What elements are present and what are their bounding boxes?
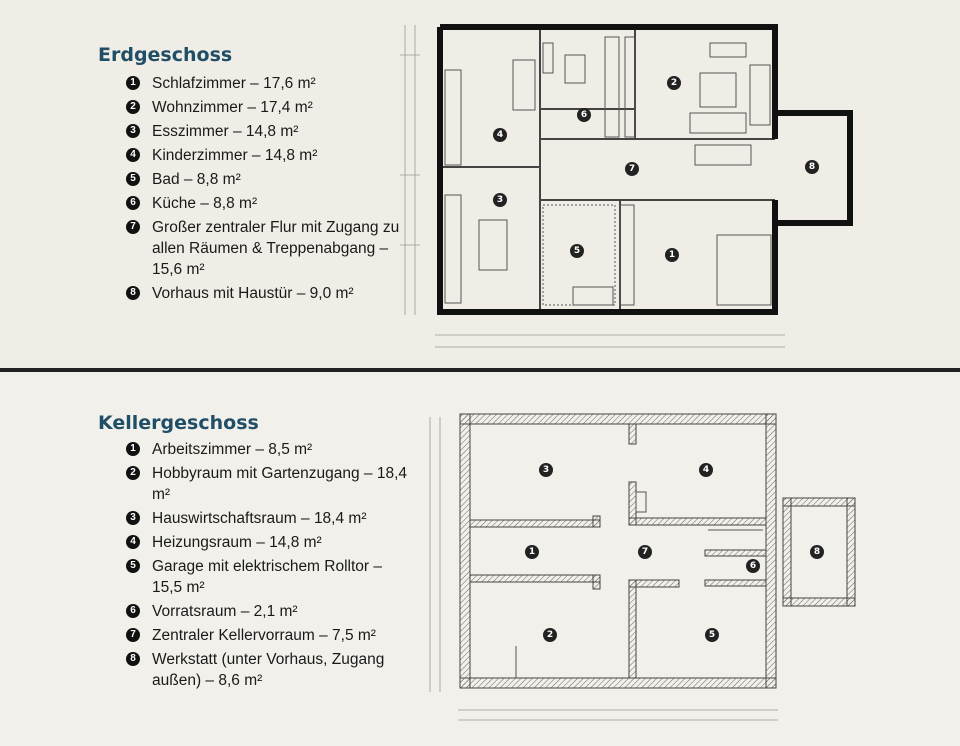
room-label: Küche – 8,8 m²: [152, 195, 258, 212]
number-badge: 6: [126, 604, 140, 618]
number-badge: 3: [126, 124, 140, 138]
room-marker-3: 3: [539, 463, 553, 477]
room-marker-6: 6: [577, 108, 591, 122]
erdgeschoss-floor-plan: [395, 15, 865, 360]
room-label: Heizungsraum – 14,8 m²: [152, 534, 322, 551]
list-item: [126, 532, 416, 553]
room-marker-3: 3: [493, 193, 507, 207]
number-badge: 8: [126, 286, 140, 300]
number-badge: 7: [126, 628, 140, 642]
number-badge: 5: [126, 559, 140, 573]
list-item: [126, 601, 416, 622]
room-marker-6: 6: [746, 559, 760, 573]
list-item: [126, 508, 416, 529]
room-marker-2: 2: [667, 76, 681, 90]
room-label: Hobbyraum mit Gartenzugang – 18,4 m²: [152, 465, 408, 503]
kellergeschoss-room-list: [126, 439, 416, 694]
number-badge: 4: [126, 535, 140, 549]
room-label: Esszimmer – 14,8 m²: [152, 123, 299, 140]
room-label: Wohnzimmer – 17,4 m²: [152, 99, 313, 116]
room-label: Großer zentraler Flur mit Zugang zu allen Räumen & Treppenabgang – 15,6 m²: [152, 219, 400, 278]
room-marker-1: 1: [525, 545, 539, 559]
room-marker-1: 1: [665, 248, 679, 262]
erdgeschoss-room-list: [126, 73, 416, 307]
room-marker-4: 4: [699, 463, 713, 477]
list-item: [126, 193, 416, 214]
room-label: Garage mit elektrischem Rolltor – 15,5 m²: [152, 558, 382, 596]
room-marker-7: 7: [638, 545, 652, 559]
list-item: [126, 649, 416, 691]
room-label: Vorratsraum – 2,1 m²: [152, 603, 298, 620]
room-label: Werkstatt (unter Vorhaus, Zugang außen) – 8,6 m²: [152, 651, 385, 689]
list-item: [126, 169, 416, 190]
number-badge: 5: [126, 172, 140, 186]
room-marker-4: 4: [493, 128, 507, 142]
kellergeschoss-title: Kellergeschoss: [98, 412, 259, 434]
room-marker-5: 5: [705, 628, 719, 642]
list-item: [126, 97, 416, 118]
list-item: [126, 217, 416, 280]
list-item: [126, 145, 416, 166]
number-badge: 8: [126, 652, 140, 666]
number-badge: 6: [126, 196, 140, 210]
list-item: [126, 556, 416, 598]
room-label: Zentraler Kellervorraum – 7,5 m²: [152, 627, 376, 644]
room-marker-2: 2: [543, 628, 557, 642]
room-label: Bad – 8,8 m²: [152, 171, 241, 188]
list-item: [126, 463, 416, 505]
number-badge: 1: [126, 442, 140, 456]
list-item: [126, 121, 416, 142]
room-label: Schlafzimmer – 17,6 m²: [152, 75, 316, 92]
list-item: [126, 625, 416, 646]
list-item: [126, 283, 416, 304]
list-item: [126, 439, 416, 460]
room-marker-8: 8: [810, 545, 824, 559]
number-badge: 2: [126, 466, 140, 480]
room-marker-8: 8: [805, 160, 819, 174]
number-badge: 2: [126, 100, 140, 114]
room-marker-5: 5: [570, 244, 584, 258]
number-badge: 7: [126, 220, 140, 234]
room-label: Vorhaus mit Haustür – 9,0 m²: [152, 285, 354, 302]
room-label: Arbeitszimmer – 8,5 m²: [152, 441, 313, 458]
kellergeschoss-section: [0, 372, 960, 746]
number-badge: 3: [126, 511, 140, 525]
room-label: Kinderzimmer – 14,8 m²: [152, 147, 318, 164]
erdgeschoss-section: [0, 0, 960, 368]
room-label: Hauswirtschaftsraum – 18,4 m²: [152, 510, 367, 527]
room-marker-7: 7: [625, 162, 639, 176]
number-badge: 1: [126, 76, 140, 90]
erdgeschoss-title: Erdgeschoss: [98, 44, 233, 66]
list-item: [126, 73, 416, 94]
kellergeschoss-floor-plan: [418, 402, 863, 732]
number-badge: 4: [126, 148, 140, 162]
